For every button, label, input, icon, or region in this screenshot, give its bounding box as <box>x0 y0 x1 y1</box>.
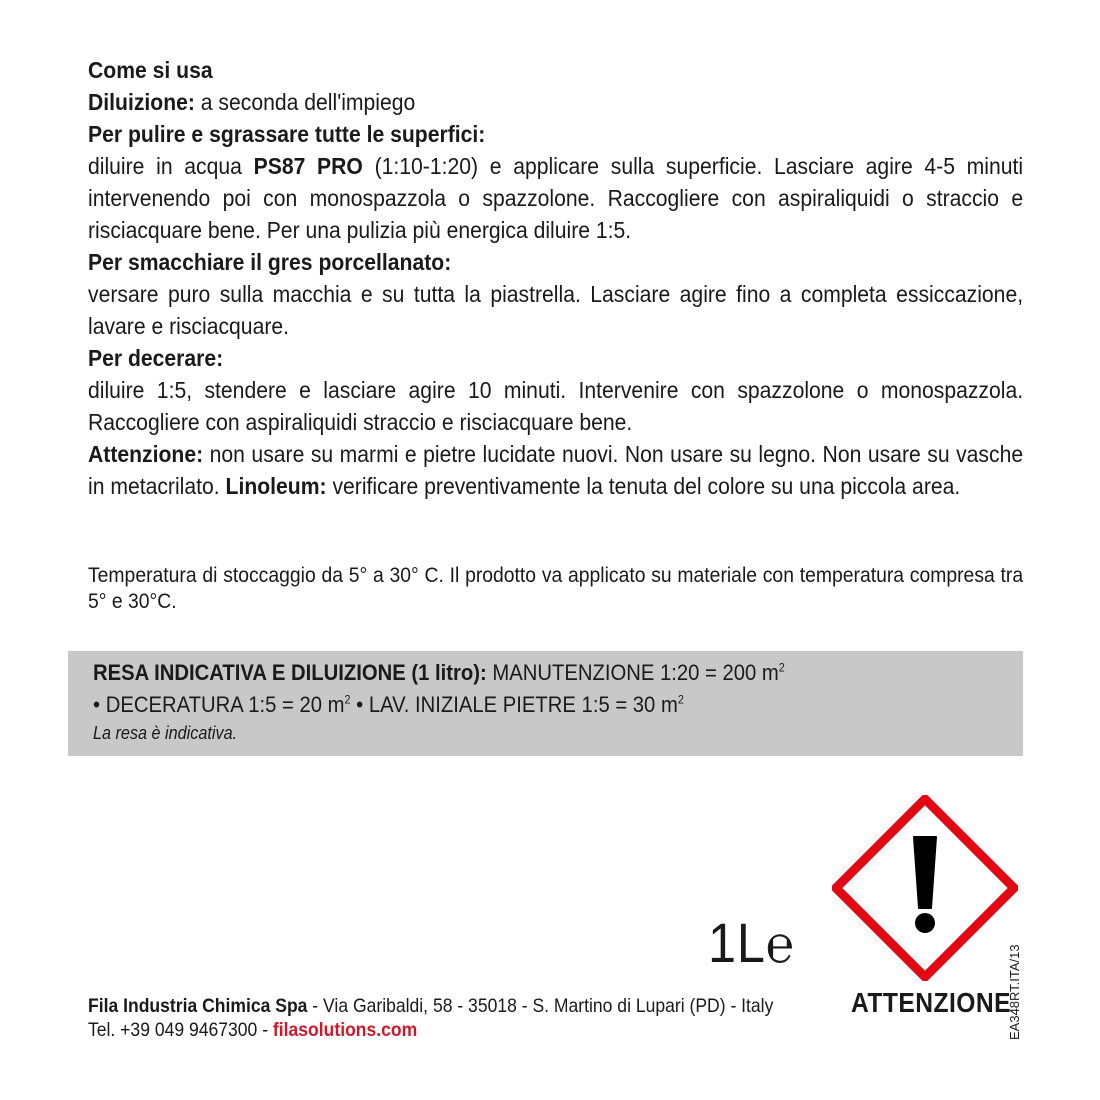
coverage-note: La resa è indicativa. <box>93 723 238 743</box>
linoleum-label: Linoleum: <box>225 473 327 499</box>
coverage-line-1 <box>93 657 993 689</box>
company-name: Fila Industria Chimica Spa <box>88 995 308 1017</box>
footer-line-2 <box>88 1018 773 1042</box>
exclamation-bar <box>914 837 936 908</box>
ghs-exclamation-icon <box>832 795 1018 981</box>
cleaning-text <box>88 150 1023 246</box>
unit-exponent: 2 <box>677 692 684 707</box>
warning-text-b: verificare preventivamente la tenuta del colore su una piccola area. <box>326 473 961 499</box>
signal-word: ATTENZIONE <box>851 987 1011 1018</box>
warning-text-a: non usare su marmi e pietre lucidate nuovi. Non usare su legno. Non usare su vasche in metacrilato. <box>88 441 1024 499</box>
maintenance-value: 1:20 = 200 m <box>654 660 779 685</box>
section-title: Come si usa <box>88 57 213 83</box>
maintenance-label: MANUTENZIONE <box>486 660 655 685</box>
company-phone: Tel. +39 049 9467300 - <box>88 1019 273 1041</box>
warning-label: Attenzione: <box>88 441 204 467</box>
cleaning-heading: Per pulire e sgrassare tutte le superfici: <box>88 121 486 147</box>
coverage-band <box>68 651 1023 756</box>
label-code: EA348RT.ITA/13 <box>1007 944 1022 1040</box>
footer <box>88 994 773 1042</box>
product-name: PS87 PRO <box>253 153 363 179</box>
stains-heading: Per smacchiare il gres porcellanato: <box>88 249 452 275</box>
storage-info <box>88 562 1023 614</box>
unit-exponent: 2 <box>778 660 785 675</box>
usage-instructions <box>88 54 1023 502</box>
unit-exponent: 2 <box>344 692 351 707</box>
coverage-content <box>93 657 993 745</box>
volume-mark <box>708 910 795 978</box>
coverage-heading: RESA INDICATIVA E DILUIZIONE (1 litro): <box>93 660 487 685</box>
stripping-text: diluire 1:5, stendere e lasciare agire 10 minuti. Intervenire con spazzolone o monospazzola. Raccogliere con aspiraliquidi straccio e risciacquare bene. <box>88 377 1024 435</box>
cleaning-text-b: (1:10-1:20) e applicare sulla superficie. Lasciare agire 4-5 minuti intervenendo poi con monospazzola o spazzolone. Raccogliere con aspiraliquidi o straccio e risciacquare bene. Per una pulizia più energica diluire 1:5. <box>88 153 1024 243</box>
storage-text: Temperatura di stoccaggio da 5° a 30° C. Il prodotto va applicato su materiale con temperatura compresa tra 5° e 30°C. <box>88 563 1024 613</box>
footer-line-1 <box>88 994 773 1018</box>
volume-text: 1L <box>708 911 766 974</box>
website-link[interactable]: filasolutions.com <box>272 1019 418 1041</box>
dilution-line <box>88 86 1023 118</box>
stripping-heading: Per decerare: <box>88 345 224 371</box>
cleaning-text-a: diluire in acqua <box>88 153 254 179</box>
stone-label: • LAV. INIZIALE PIETRE <box>350 692 576 717</box>
estimated-sign-icon: ℮ <box>765 916 795 974</box>
dilution-label: Diluizione: <box>88 89 195 115</box>
stone-value: 1:5 = 30 m <box>575 692 678 717</box>
exclamation-dot <box>915 913 935 933</box>
dilution-text: a seconda dell'impiego <box>194 89 416 115</box>
company-address: - Via Garibaldi, 58 - 35018 - S. Martino di Lupari (PD) - Italy <box>307 995 774 1017</box>
warning-text <box>88 438 1023 502</box>
stripping-label: • DECERATURA <box>93 692 243 717</box>
stripping-value: 1:5 = 20 m <box>242 692 345 717</box>
stains-text: versare puro sulla macchia e su tutta la piastrella. Lasciare agire fino a completa essiccazione, lavare e risciacquare. <box>88 281 1024 339</box>
coverage-line-2 <box>93 689 993 721</box>
